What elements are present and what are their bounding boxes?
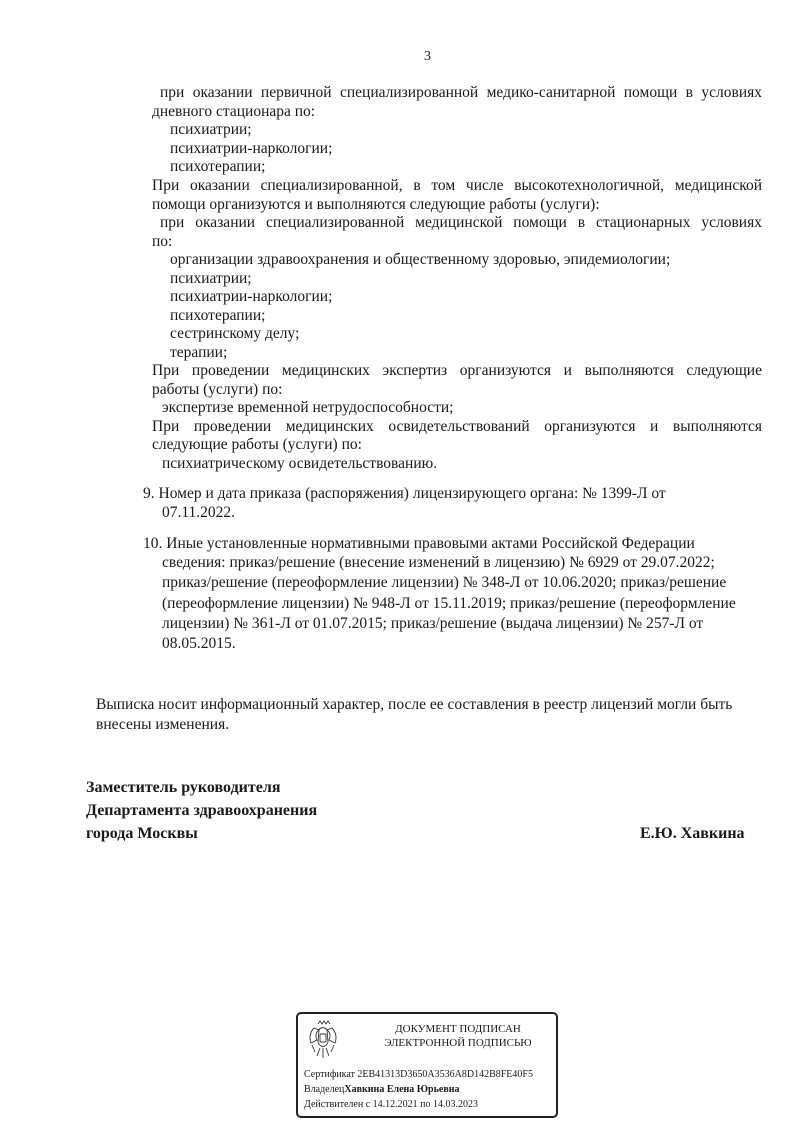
- specialized-line2: помощи организуются и выполняются следующие работы (услуги):: [152, 196, 600, 213]
- list-item: психотерапии;: [170, 158, 266, 175]
- list-item: психиатрии-наркологии;: [170, 288, 333, 305]
- list-item: сестринскому делу;: [170, 325, 300, 342]
- signatory-title-line2: Департамента здравоохранения: [86, 802, 318, 819]
- notice-line1: Выписка носит информационный характер, после ее составления в реестр лицензий могли быть: [96, 696, 733, 713]
- stamp-owner: Хавкина Елена Юрьевна: [344, 1084, 460, 1095]
- day-hospital-intro-line1: при оказании первичной специализированной медико-санитарной помощи в условиях: [160, 84, 762, 101]
- electronic-signature-stamp: [296, 1012, 558, 1118]
- specialized-sub-line2: по:: [152, 233, 173, 250]
- item10-line4: (переоформление лицензии) № 948-Л от 15.11.2019; приказ/решение (переоформление: [162, 595, 736, 612]
- list-item: терапии;: [170, 344, 228, 361]
- specialized-line1: При оказании специализированной, в том числе высокотехнологичной, медицинской: [152, 177, 762, 194]
- item10-line1: 10. Иные установленные нормативными правовыми актами Российской Федерации: [143, 535, 695, 552]
- day-hospital-intro-line2: дневного стационара по:: [152, 103, 316, 120]
- page-number: 3: [424, 49, 431, 64]
- item10-line2: сведения: приказ/решение (внесение изменений в лицензию) № 6929 от 29.07.2022;: [162, 554, 715, 571]
- list-item: организации здравоохранения и общественному здоровью, эпидемиологии;: [170, 251, 671, 268]
- signatory-title-line1: Заместитель руководителя: [86, 779, 281, 796]
- stamp-certificate: Сертификат 2EB41313D3650A3536A8D142B8FE40F5: [304, 1069, 533, 1080]
- item10-line3: приказ/решение (переоформление лицензии) № 348-Л от 10.06.2020; приказ/решение: [162, 574, 727, 591]
- list-item: психиатрии-наркологии;: [170, 140, 333, 157]
- item10-line6: 08.05.2015.: [162, 635, 236, 652]
- stamp-owner-row: [304, 1084, 460, 1096]
- list-item: психиатрии;: [170, 121, 252, 138]
- examination-line2: следующие работы (услуги) по:: [152, 436, 362, 453]
- list-item: психиатрическому освидетельствованию.: [162, 455, 438, 472]
- stamp-header-line1: ДОКУМЕНТ ПОДПИСАН: [395, 1023, 521, 1035]
- stamp-header-line2: ЭЛЕКТРОННОЙ ПОДПИСЬЮ: [384, 1037, 532, 1049]
- stamp-validity: Действителен с 14.12.2021 по 14.03.2023: [304, 1099, 478, 1110]
- signatory-title-line3: города Москвы: [86, 825, 198, 842]
- stamp-header: [368, 1022, 548, 1050]
- item9-line1: 9. Номер и дата приказа (распоряжения) лицензирующего органа: № 1399-Л от: [143, 485, 666, 502]
- expertise-line2: работы (услуги) по:: [152, 381, 283, 398]
- list-item: психотерапии;: [170, 307, 266, 324]
- coat-of-arms-icon: [306, 1018, 340, 1064]
- list-item: экспертизе временной нетрудоспособности;: [162, 399, 454, 416]
- specialized-sub-line1: при оказании специализированной медицинской помощи в стационарных условиях: [160, 214, 762, 231]
- notice-line2: внесены изменения.: [96, 716, 230, 733]
- item9-line2: 07.11.2022.: [162, 504, 236, 521]
- expertise-line1: При проведении медицинских экспертиз организуются и выполняются следующие: [152, 362, 762, 379]
- stamp-owner-label: Владелец: [304, 1084, 345, 1095]
- signatory-name: Е.Ю. Хавкина: [640, 825, 745, 842]
- list-item: психиатрии;: [170, 270, 252, 287]
- item10-line5: лицензии) № 361-Л от 01.07.2015; приказ/решение (выдача лицензии) № 257-Л от: [162, 615, 704, 632]
- examination-line1: При проведении медицинских освидетельствований организуются и выполняются: [152, 418, 762, 435]
